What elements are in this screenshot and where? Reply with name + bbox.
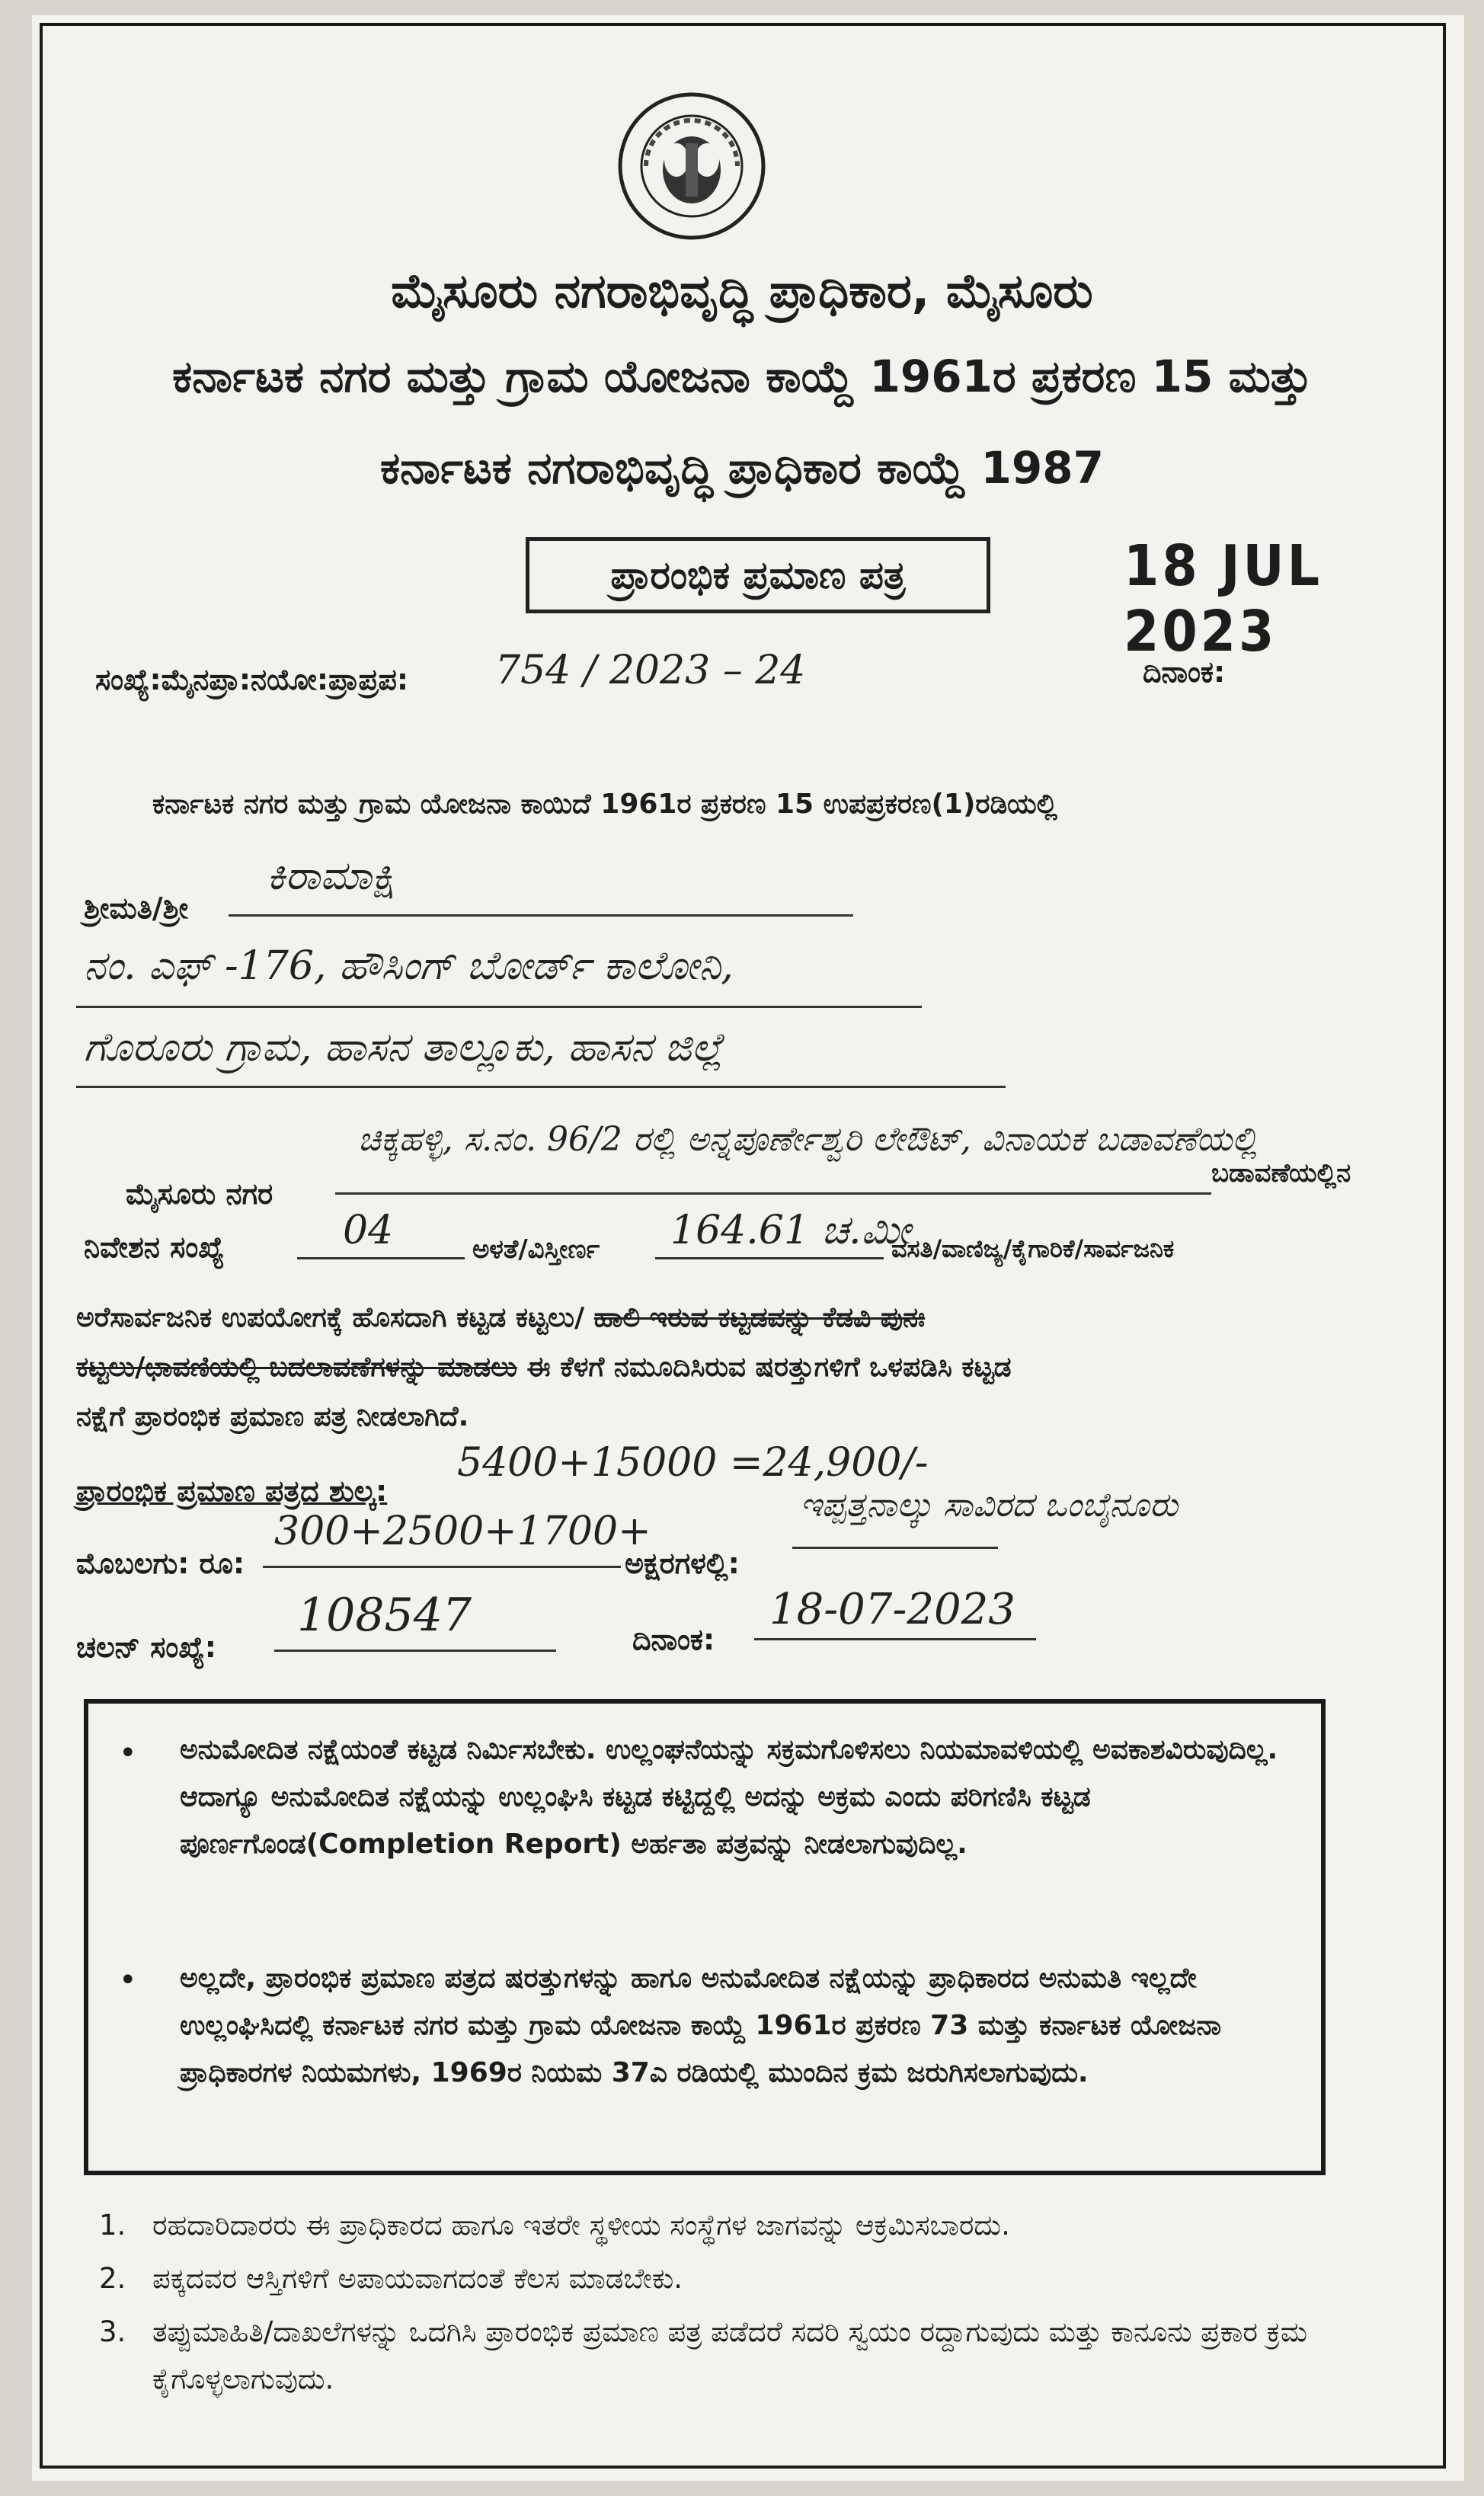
challan-date: 18-07-2023 xyxy=(769,1585,1015,1634)
condition-3-number: 3. xyxy=(99,2315,126,2348)
condition-3-text: ತಪ್ಪುಮಾಹಿತಿ/ದಾಖಲೆಗಳನ್ನು ಒದಗಿಸಿ ಪ್ರಾರಂಭಿಕ ಪ್ರಮಾಣ ಪತ್ರ ಪಡೆದರೆ ಸದರಿ ಸ್ವಯಂ ರದ್ದಾಗುವುದು ಮತ್ತು ಕಾನೂನು ಪ್ರಕಾರ ಕ್ರಮ ಕೈಗೊಳ್ಳಲಾಗುವುದು. xyxy=(152,2315,1308,2395)
applicant-name: ಕಿರಾಮಾಕ್ಷಿ xyxy=(267,853,397,899)
amount-value: 300+2500+1700+ xyxy=(274,1509,651,1554)
condition-1-text: ರಹದಾರಿದಾರರು ಈ ಪ್ರಾಧಿಕಾರದ ಹಾಗೂ ಇತರೇ ಸ್ಥಳೀಯ ಸಂಸ್ಥೆಗಳ ಜಾಗವನ್ನು ಆಕ್ರಮಿಸಬಾರದು. xyxy=(152,2209,1010,2242)
struck-text: ಕಟ್ಟಲು/ಛಾವಣಿಯಲ್ಲಿ ಬದಲಾವಣೆಗಳನ್ನು ಮಾಡಲು xyxy=(76,1352,517,1383)
permission-text-line-3: ನಕ್ಷೆಗೆ ಪ್ರಾರಂಭಿಕ ಪ್ರಮಾಣ ಪತ್ರ ನೀಡಲಾಗಿದೆ. xyxy=(76,1401,469,1432)
applicant-address-line-1: ನಂ. ಎಫ್ -176, ಹೌಸಿಂಗ್ ಬೋರ್ಡ್ ಕಾಲೋನಿ, xyxy=(84,943,734,989)
address-line-2-rule xyxy=(76,1086,1006,1088)
bullet-icon: • xyxy=(119,1736,137,1771)
amount-in-words: ಇಪ್ಪತ್ತನಾಲ್ಕು ಸಾವಿರದ ಒಂಬೈನೂರು xyxy=(800,1486,1179,1525)
act-heading-line-1: ಕರ್ನಾಟಕ ನಗರ ಮತ್ತು ಗ್ರಾಮ ಯೋಜನಾ ಕಾಯ್ದೆ 1961ರ ಪ್ರಕರಣ 15 ಮತ್ತು xyxy=(172,350,1312,402)
site-number-value: 04 xyxy=(343,1208,394,1253)
fee-label: ಪ್ರಾರಂಭಿಕ ಪ್ರಮಾಣ ಪತ್ರದ ಶುಲ್ಕ: xyxy=(76,1474,388,1508)
intro-text: ಕರ್ನಾಟಕ ನಗರ ಮತ್ತು ಗ್ರಾಮ ಯೋಜನಾ ಕಾಯಿದೆ 1961ರ ಪ್ರಕರಣ 15 ಉಪಪ್ರಕರಣ(1)ರಡಿಯಲ್ಲಿ xyxy=(152,789,1057,820)
date-stamp: 18 JUL 2023 xyxy=(1124,533,1323,664)
ref-date-label: ದಿನಾಂಕ: xyxy=(1143,655,1226,689)
area-label: ಅಳತೆ/ವಿಸ್ತೀರ್ಣ xyxy=(472,1234,600,1265)
site-number-label: ನಿವೇಶನ ಸಂಖ್ಯೆ xyxy=(84,1230,225,1264)
ref-number-label: ಸಂಖ್ಯೆ:ಮೈನಪ್ರಾ:ನಯೋ:ಪ್ರಾಪ್ರಪ: xyxy=(95,663,409,696)
condition-2-text: ಪಕ್ಕದವರ ಆಸ್ತಿಗಳಿಗೆ ಅಪಾಯವಾಗದಂತೆ ಕೆಲಸ ಮಾಡಬೇಕು. xyxy=(152,2262,683,2295)
authority-heading: ಮೈಸೂರು ನಗರಾಭಿವೃದ್ಧಿ ಪ್ರಾಧಿಕಾರ, ಮೈಸೂರು xyxy=(391,263,1093,318)
layout-suffix: ಬಡಾವಣೆಯಲ್ಲಿನ xyxy=(1211,1158,1351,1189)
words-label: ಅಕ್ಷರಗಳಲ್ಲಿ: xyxy=(625,1547,740,1580)
challan-date-label: ದಿನಾಂಕ: xyxy=(632,1623,715,1656)
authority-seal-icon xyxy=(616,90,768,242)
area-rule xyxy=(655,1257,884,1259)
area-value: 164.61 ಚ.ಮೀ xyxy=(670,1208,911,1253)
condition-1-number: 1. xyxy=(99,2209,126,2242)
certificate-title: ಪ್ರಾರಂಭಿಕ ಪ್ರಮಾಣ ಪತ್ರ xyxy=(526,537,990,613)
permission-text: ಅರೆಸಾರ್ವಜನಿಕ ಉಪಯೋಗಕ್ಕೆ ಹೊಸದಾಗಿ ಕಟ್ಟಡ ಕಟ್ಟಲು/ xyxy=(76,1302,585,1333)
challan-number: 108547 xyxy=(297,1589,472,1642)
amount-rule xyxy=(263,1566,621,1568)
applicant-name-line xyxy=(229,914,853,917)
address-line-1-rule xyxy=(76,1006,922,1008)
permission-text: ಈ ಕೆಳಗೆ ನಮೂದಿಸಿರುವ ಷರತ್ತುಗಳಿಗೆ ಒಳಪಡಿಸಿ ಕಟ್ಟಡ xyxy=(526,1352,1012,1383)
challan-date-rule xyxy=(754,1638,1036,1640)
condition-2-number: 2. xyxy=(99,2262,126,2295)
city-label: ಮೈಸೂರು ನಗರ xyxy=(126,1177,273,1211)
fee-value: 5400+15000 =24,900/- xyxy=(457,1440,929,1486)
applicant-label: ಶ್ರೀಮತಿ/ಶ್ರೀ xyxy=(84,891,189,925)
site-number-rule xyxy=(297,1257,465,1259)
struck-text: ಹಾಲಿ ಇರುವ ಕಟ್ಟಡವನ್ನು ಕೆಡವಿ ಪುನಃ xyxy=(593,1302,926,1333)
applicant-address-line-2: ಗೊರೂರು ಗ್ರಾಮ, ಹಾಸನ ತಾಲ್ಲೂಕು, ಹಾಸನ ಜಿಲ್ಲೆ xyxy=(84,1025,724,1070)
ref-number-value: 754 / 2023 – 24 xyxy=(495,648,806,693)
location-rule xyxy=(335,1192,1211,1195)
permission-text-line-1 xyxy=(76,1295,1333,1341)
amount-label: ಮೊಬಲಗು: ರೂ: xyxy=(76,1547,245,1580)
note-2: ಅಲ್ಲದೇ, ಪ್ರಾರಂಭಿಕ ಪ್ರಮಾಣ ಪತ್ರದ ಷರತ್ತುಗಳನ್ನು ಹಾಗೂ ಅನುಮೋದಿತ ನಕ್ಷೆಯನ್ನು ಪ್ರಾಧಿಕಾರದ ಅನುಮತಿ ಇಲ್ಲದೇ ಉಲ್ಲಂಘಿಸಿದಲ್ಲಿ ಕರ್ನಾಟಕ ನಗರ ಮತ್ತು ಗ್ರಾಮ ಯೋಜನಾ ಕಾಯ್ದೆ 1961ರ ಪ್ರಕರಣ 73 ಮತ್ತು ಕರ್ನಾಟಕ ಯೋಜನಾ ಪ್ರಾಧಿಕಾರಗಳ ನಿಯಮಗಳು, 1969ರ ನಿಯಮ 37ಎ ರಡಿಯಲ್ಲಿ ಮುಂದಿನ ಕ್ರಮ ಜರುಗಿಸಲಾಗುವುದು. xyxy=(180,1963,1222,2088)
property-location: ಚಿಕ್ಕಹಳ್ಳಿ, ಸ.ನಂ. 96/2 ರಲ್ಲಿ ಅನ್ನಪೂರ್ಣೇಶ್ವರಿ ಲೇಔಟ್, ವಿನಾಯಕ ಬಡಾವಣೆಯಲ್ಲಿ xyxy=(358,1120,1258,1159)
challan-rule xyxy=(274,1650,556,1652)
note-1: ಅನುಮೋದಿತ ನಕ್ಷೆಯಂತೆ ಕಟ್ಟಡ ನಿರ್ಮಿಸಬೇಕು. ಉಲ್ಲಂಘನೆಯನ್ನು ಸಕ್ರಮಗೊಳಿಸಲು ನಿಯಮಾವಳಿಯಲ್ಲಿ ಅವಕಾಶವಿರುವುದಿಲ್ಲ. ಆದಾಗ್ಯೂ ಅನುಮೋದಿತ ನಕ್ಷೆಯನ್ನು ಉಲ್ಲಂಘಿಸಿ ಕಟ್ಟಡ ಕಟ್ಟಿದ್ದಲ್ಲಿ ಅದನ್ನು ಅಕ್ರಮ ಎಂದು ಪರಿಗಣಿಸಿ ಕಟ್ಟಡ ಪೂರ್ಣಗೊಂಡ(Completion Report) ಅರ್ಹತಾ ಪತ್ರವನ್ನು ನೀಡಲಾಗುವುದಿಲ್ಲ. xyxy=(180,1734,1278,1860)
permission-text-line-2 xyxy=(76,1345,1386,1390)
usage-types: ವಸತಿ/ವಾಣಿಜ್ಯ/ಕೈಗಾರಿಕೆ/ಸಾರ್ವಜನಿಕ xyxy=(891,1234,1175,1263)
bullet-icon: • xyxy=(119,1963,137,1998)
words-rule xyxy=(792,1547,998,1549)
act-heading-line-2: ಕರ್ನಾಟಕ ನಗರಾಭಿವೃದ್ಧಿ ಪ್ರಾಧಿಕಾರ ಕಾಯ್ದೆ 1987 xyxy=(380,442,1104,494)
challan-label: ಚಲನ್ ಸಂಖ್ಯೆ: xyxy=(76,1630,216,1664)
notes-box xyxy=(84,1699,1326,2175)
